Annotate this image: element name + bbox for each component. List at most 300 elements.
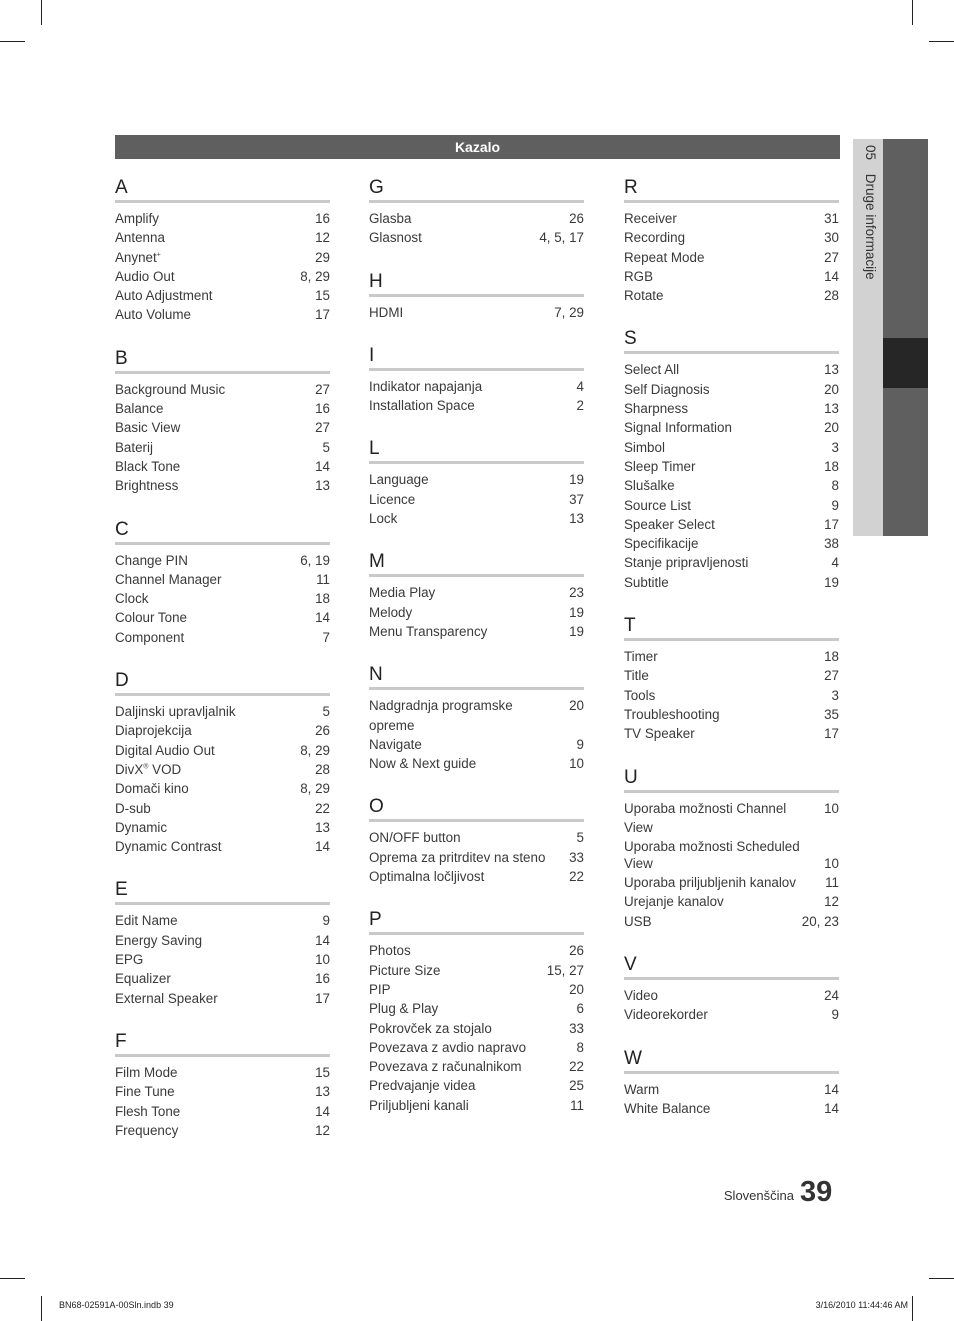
entry-term: Glasba <box>369 211 412 226</box>
entry-pages: 25 <box>569 1078 584 1094</box>
section-letter: F <box>115 1030 330 1057</box>
entry-pages: 13 <box>569 511 584 527</box>
entry-term: Auto Volume <box>115 307 191 323</box>
entry-term: Priljubljeni kanali <box>369 1097 469 1113</box>
entry-pages: 3 <box>831 439 839 455</box>
entry-pages: 27 <box>824 249 839 265</box>
entry-pages: 12 <box>315 230 330 246</box>
section-letter: T <box>624 614 839 641</box>
entry-term: Self Diagnosis <box>624 381 710 397</box>
entry-pages: 5 <box>576 830 584 846</box>
index-entry <box>624 799 839 838</box>
section-letter: L <box>369 437 584 464</box>
entry-pages: 14 <box>824 1100 839 1116</box>
chapter-label <box>858 145 878 445</box>
section-letter: I <box>369 344 584 371</box>
index-entry <box>115 1121 330 1140</box>
entry-pages: 4 <box>831 555 839 571</box>
entry-pages: 11 <box>316 571 330 587</box>
index-entry <box>624 496 839 515</box>
index-entry <box>369 377 584 396</box>
index-entry <box>624 267 839 286</box>
entry-name <box>115 1063 315 1082</box>
entry-name <box>115 1082 315 1101</box>
chapter-title: Druge informacije <box>863 173 878 280</box>
index-entry <box>115 989 330 1008</box>
entry-term: Background Music <box>115 381 226 397</box>
entry-name <box>115 457 315 476</box>
entry-name <box>115 779 300 798</box>
entry-term: Timer <box>624 649 658 665</box>
entry-term: Equalizer <box>115 971 171 987</box>
entry-name <box>624 438 832 457</box>
entry-pages: 11 <box>825 875 839 891</box>
entry-pages: 38 <box>824 536 839 552</box>
entry-term: USB <box>624 913 652 929</box>
entry-name <box>369 1096 570 1115</box>
entry-term: Glasnost <box>369 230 422 246</box>
entry-name <box>115 911 323 930</box>
index-entry <box>369 941 584 960</box>
entry-term: Povezava z računalnikom <box>369 1059 522 1075</box>
entry-pages: 20 <box>824 420 839 436</box>
entry-name <box>369 470 569 489</box>
entry-pages: 4 <box>576 378 584 394</box>
entry-name <box>369 961 547 980</box>
entry-pages: 2 <box>576 398 584 414</box>
page-number: 39 <box>800 1176 833 1208</box>
section-letter: S <box>624 327 839 354</box>
entry-term: Stanje pripravljenosti <box>624 555 749 571</box>
index-column-1 <box>115 176 330 1162</box>
entry-pages: 8 <box>576 1039 584 1055</box>
crop-mark <box>929 41 954 42</box>
index-entry <box>369 867 584 886</box>
entry-name <box>115 570 316 589</box>
index-entry <box>115 608 330 627</box>
entry-term: Auto Adjustment <box>115 288 213 304</box>
entry-pages: 23 <box>569 585 584 601</box>
entry-pages: 6 <box>576 1001 584 1017</box>
index-entry <box>369 754 584 773</box>
index-entry <box>624 534 839 553</box>
entry-pages: 5 <box>322 704 330 720</box>
entry-name <box>115 589 315 608</box>
entry-pages: 26 <box>569 943 584 959</box>
entry-pages: 8, 29 <box>300 742 330 758</box>
entry-pages: 14 <box>315 932 330 948</box>
index-entry <box>115 779 330 798</box>
entry-pages: 10 <box>315 952 330 968</box>
index-entry <box>624 286 839 305</box>
entry-name <box>369 228 539 247</box>
entry-name <box>115 837 315 856</box>
index-section-d <box>115 669 330 856</box>
entry-pages: 31 <box>824 211 839 226</box>
chapter-number: 05 <box>863 145 878 161</box>
entry-pages: 14 <box>315 458 330 474</box>
crop-mark <box>41 1296 42 1321</box>
page-title: Kazalo <box>454 139 501 155</box>
entry-term: White Balance <box>624 1100 711 1116</box>
entry-term: DivX <box>115 761 144 777</box>
entry-term: Title <box>624 668 649 684</box>
index-section-h <box>369 270 584 322</box>
entry-name <box>115 628 323 647</box>
index-entry <box>624 686 839 705</box>
entry-term: Diaprojekcija <box>115 723 192 739</box>
entry-pages: 27 <box>315 420 330 436</box>
entry-pages: 12 <box>315 1122 330 1138</box>
index-entry <box>624 228 839 247</box>
entry-pages: 35 <box>824 706 839 722</box>
index-entry <box>115 969 330 988</box>
entry-name <box>369 828 577 847</box>
entry-term: Warm <box>624 1081 660 1097</box>
entry-pages: 26 <box>315 723 330 739</box>
entry-name <box>624 838 824 872</box>
index-entry <box>369 848 584 867</box>
index-section-a <box>115 176 330 325</box>
entry-pages: 27 <box>824 668 839 684</box>
entry-term: Energy Saving <box>115 932 203 948</box>
index-entry <box>115 1063 330 1082</box>
index-entry <box>624 1005 839 1024</box>
entry-pages: 13 <box>824 362 839 378</box>
index-section-n <box>369 663 584 773</box>
entry-term: Videorekorder <box>624 1007 708 1023</box>
entry-pages: 5 <box>322 439 330 455</box>
entry-pages: 22 <box>315 800 330 816</box>
entry-term: HDMI <box>369 304 404 320</box>
index-entry <box>369 828 584 847</box>
entry-name <box>115 380 315 399</box>
entry-pages: 13 <box>315 478 330 494</box>
entry-term: Uporaba možnosti Scheduled View <box>624 839 800 872</box>
entry-term: Now & Next guide <box>369 756 477 772</box>
section-letter: P <box>369 908 584 935</box>
entry-term: Oprema za pritrditev na steno <box>369 849 546 865</box>
entry-term: Navigate <box>369 736 422 752</box>
index-entry <box>115 209 330 228</box>
entry-pages: 19 <box>569 472 584 488</box>
entry-name <box>624 534 824 553</box>
entry-name <box>115 476 315 495</box>
index-entry <box>115 911 330 930</box>
index-section-v <box>624 953 839 1025</box>
entry-pages: 13 <box>315 1084 330 1100</box>
entry-name <box>115 608 315 627</box>
entry-name <box>369 696 569 735</box>
index-entry <box>624 457 839 476</box>
entry-pages: 14 <box>315 839 330 855</box>
section-letter: C <box>115 518 330 545</box>
entry-term: Uporaba možnosti Channel View <box>624 800 787 835</box>
section-letter: H <box>369 270 584 297</box>
entry-name <box>624 1099 824 1118</box>
entry-name <box>369 583 569 602</box>
entry-pages: 26 <box>569 211 584 226</box>
entry-name <box>624 457 824 476</box>
entry-name <box>115 818 315 837</box>
entry-name <box>115 399 315 418</box>
entry-term: Picture Size <box>369 962 441 978</box>
index-entry <box>115 248 330 267</box>
entry-name <box>115 1121 315 1140</box>
index-section-r <box>624 176 839 305</box>
entry-pages: 4, 5, 17 <box>539 230 584 246</box>
entry-term: Balance <box>115 401 164 417</box>
entry-pages: 20, 23 <box>801 913 839 929</box>
index-section-s <box>624 327 839 592</box>
print-date-info: 3/16/2010 11:44:46 AM <box>815 1300 908 1310</box>
entry-term: Uporaba priljubljenih kanalov <box>624 875 796 891</box>
entry-name <box>624 496 832 515</box>
index-entry <box>624 1099 839 1118</box>
entry-name <box>115 551 300 570</box>
index-entry <box>369 735 584 754</box>
index-entry <box>624 209 839 228</box>
entry-term: Edit Name <box>115 913 178 929</box>
entry-pages: 16 <box>315 211 330 226</box>
entry-name <box>624 209 824 228</box>
index-section-p <box>369 908 584 1115</box>
entry-name <box>115 305 315 324</box>
entry-term: Channel Manager <box>115 571 222 587</box>
entry-pages: 10 <box>569 756 584 772</box>
index-entry <box>624 724 839 743</box>
index-entry <box>624 553 839 572</box>
entry-pages: 14 <box>315 610 330 626</box>
entry-name <box>369 754 569 773</box>
entry-term: ON/OFF button <box>369 830 461 846</box>
entry-term: Clock <box>115 591 149 607</box>
index-entry <box>624 892 839 911</box>
entry-trademark: + <box>156 251 161 259</box>
entry-pages: 15, 27 <box>546 962 584 978</box>
entry-pages: 37 <box>569 491 584 507</box>
index-section-e <box>115 878 330 1007</box>
entry-term: Component <box>115 629 185 645</box>
index-entry <box>115 399 330 418</box>
entry-name <box>369 303 554 322</box>
entry-name <box>115 438 323 457</box>
entry-term: Receiver <box>624 211 677 226</box>
index-entry <box>115 1102 330 1121</box>
entry-term: Video <box>624 988 659 1004</box>
entry-pages: 27 <box>315 381 330 397</box>
index-entry <box>369 980 584 999</box>
entry-pages: 8, 29 <box>300 781 330 797</box>
entry-name <box>624 686 832 705</box>
entry-term: Sharpness <box>624 401 689 417</box>
index-entry <box>624 837 839 873</box>
entry-pages: 9 <box>576 736 584 752</box>
entry-name <box>624 515 824 534</box>
entry-pages: 16 <box>315 971 330 987</box>
entry-name <box>369 377 577 396</box>
entry-term: Fine Tune <box>115 1084 175 1100</box>
chapter-tab-marker <box>883 338 928 388</box>
index-entry <box>369 209 584 228</box>
entry-term: Language <box>369 472 429 488</box>
section-letter: V <box>624 953 839 980</box>
entry-name <box>624 360 824 379</box>
entry-pages: 6, 19 <box>300 552 330 568</box>
entry-term: Installation Space <box>369 398 475 414</box>
entry-name <box>624 286 824 305</box>
index-entry <box>115 380 330 399</box>
entry-term: Simbol <box>624 439 665 455</box>
section-letter: R <box>624 176 839 203</box>
index-section-u <box>624 766 839 931</box>
index-entry <box>115 721 330 740</box>
index-entry <box>369 999 584 1018</box>
entry-term: Domači kino <box>115 781 189 797</box>
entry-name <box>115 989 315 1008</box>
entry-term: Indikator napajanja <box>369 378 483 394</box>
entry-pages: 10 <box>824 800 839 816</box>
entry-pages: 18 <box>824 649 839 665</box>
entry-term: Colour Tone <box>115 610 187 626</box>
entry-name <box>369 509 569 528</box>
entry-term: Antenna <box>115 230 165 246</box>
entry-name <box>369 209 569 228</box>
index-entry <box>115 799 330 818</box>
index-section-m <box>369 550 584 641</box>
index-entry <box>624 1080 839 1099</box>
index-entry <box>115 950 330 969</box>
entry-name <box>115 969 315 988</box>
index-entry <box>369 622 584 641</box>
entry-pages: 19 <box>824 574 839 590</box>
entry-term: Optimalna ločljivost <box>369 869 485 885</box>
index-entry <box>369 396 584 415</box>
section-letter: W <box>624 1047 839 1074</box>
index-section-c <box>115 518 330 647</box>
entry-pages: 29 <box>315 249 330 265</box>
index-entry <box>624 438 839 457</box>
entry-pages: 14 <box>315 1103 330 1119</box>
crop-mark <box>41 0 42 25</box>
entry-pages: 14 <box>824 1081 839 1097</box>
index-entry <box>115 305 330 324</box>
entry-term: Melody <box>369 604 413 620</box>
index-section-l <box>369 437 584 528</box>
index-entry <box>115 589 330 608</box>
entry-pages: 11 <box>570 1097 584 1113</box>
entry-term: Licence <box>369 491 416 507</box>
index-entry <box>624 515 839 534</box>
entry-term: Troubleshooting <box>624 706 720 722</box>
entry-name <box>624 873 825 892</box>
index-entry <box>369 1019 584 1038</box>
index-entry <box>115 931 330 950</box>
entry-term: Amplify <box>115 211 159 226</box>
entry-term: Source List <box>624 497 691 513</box>
index-section-b <box>115 347 330 496</box>
entry-name <box>115 418 315 437</box>
index-entry <box>369 1096 584 1115</box>
entry-name <box>115 1102 315 1121</box>
entry-term: Frequency <box>115 1122 179 1138</box>
section-letter: N <box>369 663 584 690</box>
entry-name <box>624 267 824 286</box>
entry-name <box>115 721 315 740</box>
entry-pages: 18 <box>315 591 330 607</box>
index-entry <box>115 418 330 437</box>
footer-language: Slovenščina <box>723 1188 794 1203</box>
index-entry <box>115 837 330 856</box>
entry-pages: 15 <box>315 1064 330 1080</box>
entry-name <box>115 931 315 950</box>
entry-name <box>624 986 824 1005</box>
entry-term: Slušalke <box>624 478 675 494</box>
entry-pages: 17 <box>824 516 839 532</box>
section-letter: A <box>115 176 330 203</box>
entry-name <box>369 848 569 867</box>
index-entry <box>369 961 584 980</box>
index-entry <box>115 818 330 837</box>
entry-term: TV Speaker <box>624 726 695 742</box>
index-entry <box>624 705 839 724</box>
index-section-w <box>624 1047 839 1119</box>
index-entry <box>624 418 839 437</box>
entry-name <box>624 647 824 666</box>
entry-pages: 19 <box>569 604 584 620</box>
entry-pages: 30 <box>824 230 839 246</box>
entry-name <box>624 1080 824 1099</box>
entry-pages: 9 <box>831 497 839 513</box>
section-letter: D <box>115 669 330 696</box>
crop-mark <box>912 0 913 25</box>
entry-name <box>624 892 824 911</box>
entry-pages: 19 <box>569 623 584 639</box>
entry-pages: 13 <box>824 401 839 417</box>
entry-name <box>624 724 824 743</box>
entry-name <box>369 999 577 1018</box>
entry-name <box>115 248 315 267</box>
index-entry <box>369 1057 584 1076</box>
index-section-g <box>369 176 584 248</box>
entry-term: Plug & Play <box>369 1001 439 1017</box>
entry-term: Black Tone <box>115 458 181 474</box>
entry-term: Pokrovček za stojalo <box>369 1020 492 1036</box>
entry-term: Select All <box>624 362 680 378</box>
index-column-3 <box>624 176 839 1140</box>
entry-name <box>624 799 824 838</box>
entry-pages: 3 <box>831 687 839 703</box>
index-entry <box>369 470 584 489</box>
entry-pages: 20 <box>824 381 839 397</box>
entry-name <box>115 799 315 818</box>
entry-pages: 17 <box>315 307 330 323</box>
entry-term: Menu Transparency <box>369 623 488 639</box>
index-entry <box>369 696 584 735</box>
entry-name <box>369 1076 569 1095</box>
entry-pages: 8, 29 <box>300 268 330 284</box>
index-entry <box>624 476 839 495</box>
entry-pages: 17 <box>824 726 839 742</box>
entry-pages: 13 <box>315 819 330 835</box>
entry-name <box>624 705 824 724</box>
index-entry <box>369 603 584 622</box>
index-entry <box>115 457 330 476</box>
entry-pages: 15 <box>315 288 330 304</box>
index-entry <box>624 573 839 592</box>
entry-pages: 17 <box>315 990 330 1006</box>
entry-name <box>624 418 824 437</box>
